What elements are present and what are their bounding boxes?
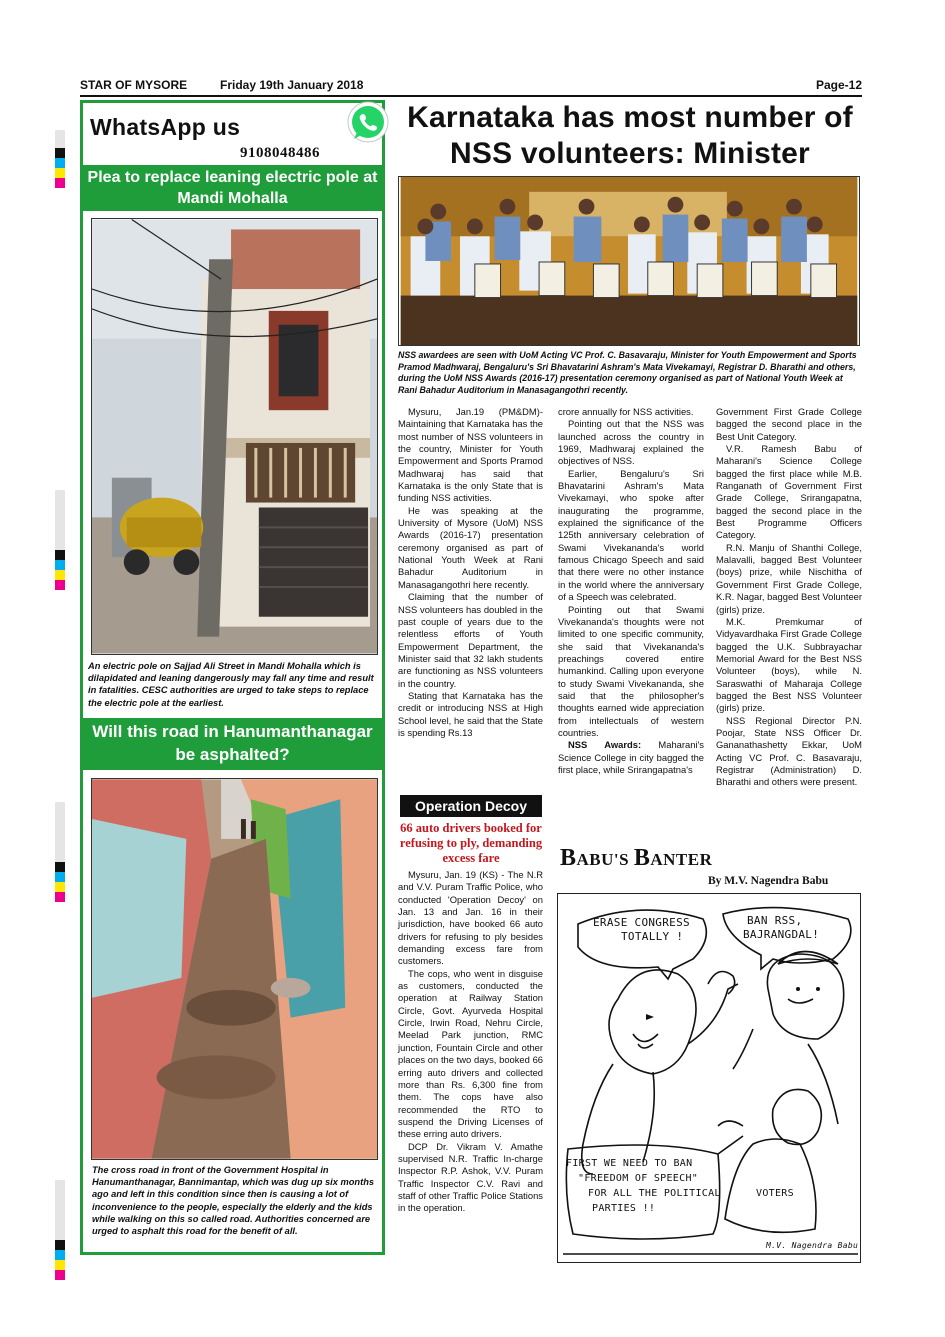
nss-paragraph: R.N. Manju of Shanthi College, Malavalli, bagged Best Volunteer (boys) prize, while Nischitha of Government First Grade College, K.R. Nagar, bagged Best Volunteer (girls) prize. (716, 541, 862, 615)
nss-paragraph: He was speaking at the University of Mysore (UoM) NSS Awards (2016-17) presentation ceremony organised as part of National Youth Week at Rani Bahadur Auditorium in Manasagangothri here recently. (398, 504, 543, 590)
nss-column-3 (716, 406, 862, 789)
whatsapp-icon (344, 99, 392, 147)
nss-awards-label: NSS Awards: (568, 739, 642, 751)
nss-headline: Karnataka has most number of NSS volunteers: Minister (407, 101, 853, 170)
civic2-caption: The cross road in front of the Government Hospital in Hanumanthanagar, Bannimantap, which was dug up six months ago and left in this condition since then is causing a lot of inconvenience to the people, especially the elderly and the kids while walking on this so called road. Authorities concerned are urged to asphalt this road for the benefit of all. (92, 1165, 375, 1237)
registration-marks-top (55, 130, 65, 188)
nss-awardees-photo (398, 176, 860, 346)
nss-paragraph: Stating that Karnataka has the credit or introducing NSS at High School level, he said that the State is spending Rs.13 (398, 689, 543, 738)
nss-paragraph: Government First Grade College bagged the second place in the Best Unit Category. (716, 406, 862, 442)
nss-paragraph: V.R. Ramesh Babu of Maharani's Science College bagged the first place while M.B. Ranganath of Government First Grade College, Srirangapatna, bagged the second place in the Best Programme Officers Category. (716, 443, 862, 541)
cartoon-bubble-2: BAN RSS, BAJRANGDAL! (743, 914, 820, 941)
paper-name: STAR OF MYSORE (80, 78, 188, 92)
page-header (80, 77, 862, 97)
page-number: Page-12 (815, 78, 862, 92)
cartoon (557, 893, 861, 1263)
decoy-headline: 66 auto drivers booked for refusing to ply, demanding excess fare (399, 821, 543, 865)
decoy-paragraph: Mysuru, Jan. 19 (KS) - The N.R and V.V. Puram Traffic Police, who conducted 'Operation Decoy' on Jan. 13 and Jan. 16 in their jurisdiction, have booked 66 auto drivers for refusing to ply besides demanding excess fare from customers. (398, 869, 543, 967)
whatsapp-number: 9108048486 (240, 145, 320, 161)
registration-marks-bottom (55, 1180, 65, 1280)
decoy-article (398, 869, 543, 1215)
decoy-paragraph: The cops, who went in disguise as customers, conducted the operation at Railway Station Circle, Govt. Ayurveda Hospital Circle, Irwin Road, Nehru Circle, Meelad Park junction, RMC junction, Fountain Circle and other places on the two days, booked 66 erring auto drivers and collected more than Rs. 6,300 fine from them. The cops have also recommended the RTO to suspend the Driving Licenses of these erring auto drivers. (398, 967, 543, 1140)
leaning-pole-photo (91, 218, 378, 655)
nss-paragraph: crore annually for NSS activities. (558, 406, 694, 417)
civic1-caption: An electric pole on Sajjad Ali Street in Mandi Mohalla which is dilapidated and leaning dangerously may fall any time and result in fatalities. CESC authorities are urged to take steps to replace the electric pole at the earliest. (88, 661, 374, 708)
nss-paragraph: M.K. Premkumar of Vidyavardhaka First Grade College bagged the U.K. Subbrayachar Memorial Award for the Best NSS Volunteer (boys), while N. Saraswathi of Maharaja College bagged the Best NSS Volunteer (girls) prize. (716, 615, 862, 714)
whatsapp-title: WhatsApp us (90, 114, 241, 140)
dug-road-photo (91, 778, 378, 1160)
babu-byline: By M.V. Nagendra Babu (708, 875, 829, 887)
nss-column-1 (398, 406, 543, 739)
nss-awards-text: Maharani's Science College in city bagged the first place, while Srirangapatna's (558, 739, 704, 775)
cartoonist-signature: M.V. Nagendra Babu (766, 1241, 859, 1250)
decoy-label: Operation Decoy (400, 795, 542, 817)
nss-paragraph: NSS Regional Director P.N. Poojar, State NSS Officer Dr. Gananathashetty Ekkar, UoM Acting VC Prof. C. Basavaraju, Registrar (Administration) D. Bharathi and others were present. (716, 714, 862, 788)
nss-paragraph: Pointing out that the NSS was launched across the country in 1969, Madhwaraj explained the objectives of NSS. (558, 418, 704, 467)
issue-date: Friday 19th January 2018 (220, 78, 364, 92)
nss-paragraph: Mysuru, Jan.19 (PM&DM)- Maintaining that Karnataka has the most number of NSS volunteers in the country, Minister for Youth Empowerment and Sports Pramod Madhwaraj has said that Karnataka is the only State that is funding NSS activities. (398, 406, 543, 504)
nss-photo-caption: NSS awardees are seen with UoM Acting VC Prof. C. Basavaraju, Minister for Youth Empowerment and Sports Pramod Madhwaraj, Bengaluru's Sri Bhavatarini Ashram's Mata Vivekamayi, Registrar D. Bharathi and others, during the UoM NSS Awards (2016-17) presentation ceremony organised as part of National Youth Week at Rani Bahadur Auditorium in Manasagangothri recently. (398, 350, 857, 395)
cartoon-voters-label: VOTERS (756, 1188, 794, 1199)
civic2-headline: Will this road in Hanumanthanagar be asphalted? (83, 718, 382, 770)
nss-paragraph: Earlier, Bengaluru's Sri Bhavatarini Ashram's Mata Vivekamayi, who spoke after inaugurating the programme, explained the significance of the 125th anniversary celebration of Swami Vivekananda's world famous Chicago Speech and said that there were no other instance in the world where the anniversary of a Speech was celebrated. (558, 467, 704, 603)
civic1-headline: Plea to replace leaning electric pole at Mandi Mohalla (83, 165, 382, 211)
nss-awards-paragraph (558, 739, 704, 776)
cartoon-bubble-1: ERASE CONGRESS TOTALLY ! (593, 916, 690, 943)
decoy-paragraph: DCP Dr. Vikram V. Amathe supervised N.R. Traffic In-charge Inspector R.P. Ashok, V.V. Puram Traffic Inspector C.V. Ravi and staff of other Traffic Police Stations in the operation. (398, 1140, 543, 1214)
registration-marks-lower (55, 802, 65, 902)
nss-paragraph: Claiming that the number of NSS volunteers has doubled in the past couple of years due to the relentless efforts of Youth Empowerment Department, the Minister said that 32 lakh students are functioning as NSS volunteers in the country. (398, 591, 543, 689)
registration-marks-mid (55, 490, 65, 590)
nss-paragraph: Pointing out that Swami Vivekananda's thoughts were not limited to one specific community, she said that Vivekananda's preachings covered entire humankind. Calling upon everyone to study Swami Vivekananda, she said that the philosopher's thoughts earned wide appreciation from intellectuals of western countries. (558, 603, 704, 738)
nss-column-2 (558, 406, 704, 776)
babu-banter-title: BABU'S BANTER (560, 845, 713, 871)
cartoon-bubble-3: FIRST WE NEED TO BAN "FREEDOM OF SPEECH" FOR ALL THE POLITICAL PARTIES !! (566, 1158, 721, 1214)
